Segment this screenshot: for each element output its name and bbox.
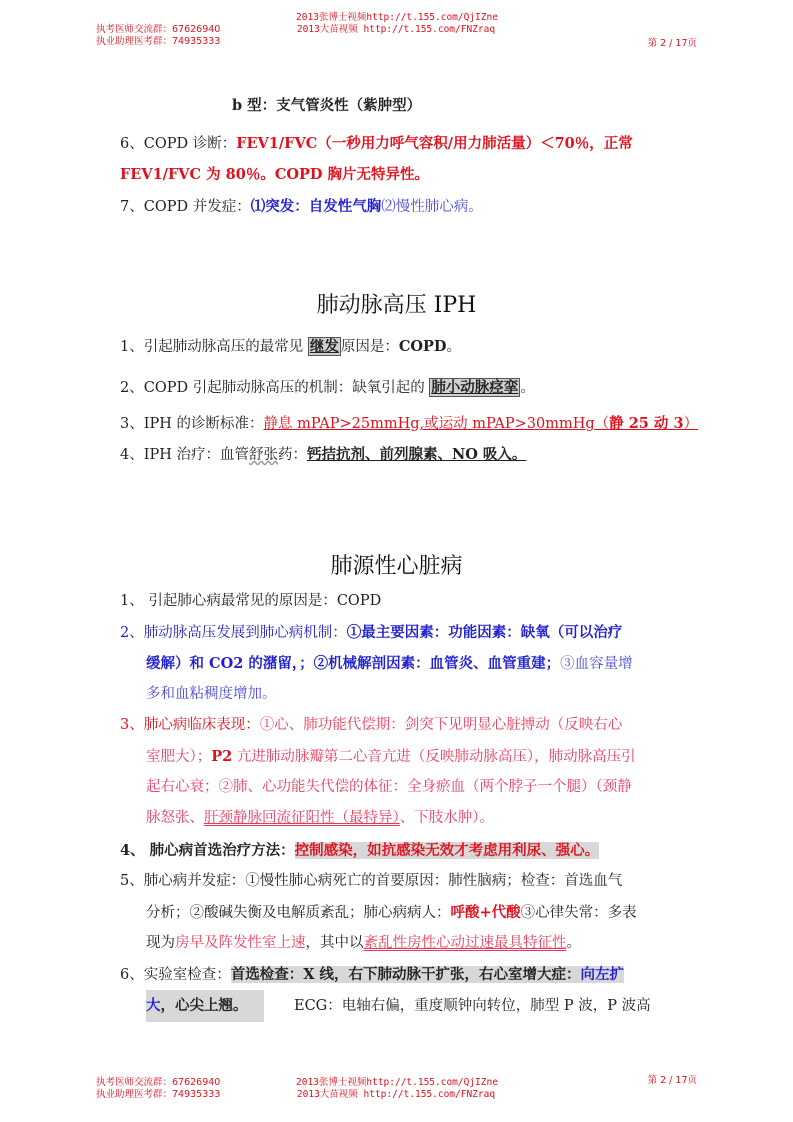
cp-item-6-xray: 首选检查：X 线，右下肺动脉干扩张，右心室增大症：: [230, 966, 581, 983]
cp-item-5-line3: [146, 928, 706, 959]
copd-item-6-red: FEV1/FVC（一秒用力呼气容积/用力肺活量）＜70％，正常: [236, 135, 633, 152]
cp-item-3-line3: 起右心衰；②肺、心功能失代偿的体征：全身瘀血（两个脖子一个腿）（颈静: [146, 779, 632, 795]
cp-item-2-bold-2: 缓解）和 CO2 的潴留，；②机械解剖因素：血管炎、血管重建；: [146, 655, 561, 672]
iph-item-3-prefix: 3、IPH 的诊断标准：: [120, 416, 264, 432]
copd-item-7-prefix: 7、COPD 并发症：: [120, 199, 251, 215]
cp-item-2-line1: [120, 617, 680, 649]
iph-section-title: 肺动脉高压 IPH: [316, 293, 477, 318]
cp-item-3-prefix: 3、肺心病临床表现：: [120, 717, 260, 733]
iph-item-4-drugs: 钙拮抗剂、前列腺素、NO 吸入。: [306, 446, 527, 463]
header-video-links: [296, 12, 496, 36]
cp-item-6-line2: [146, 990, 706, 1022]
cp-item-6-blue-2: 大: [146, 997, 161, 1014]
cp-item-2-bold-1: ①最主要因素：功能因素：缺氧（可以治疗: [346, 624, 623, 641]
iph-item-2-prefix: 2、COPD 引起肺动脉高压的机制：缺氧引起的: [120, 380, 425, 396]
iph-item-2-highlight: 肺小动脉痉挛: [431, 379, 519, 396]
iph-item-3: [120, 408, 699, 440]
iph-item-1: [120, 331, 680, 363]
iph-item-3-criteria: 静息 mPAP>25mmHg,或运动 mPAP>30mmHg（: [263, 416, 610, 432]
header-group-1: 执考医师交流群：67626940: [96, 24, 221, 35]
copd-item-6-prefix: 6、COPD 诊断：: [120, 136, 237, 152]
header-group-info: [96, 24, 220, 48]
copd-item-7-light: ⑵慢性肺心病。: [381, 199, 483, 215]
footer-page-number: 第 2 / 17页: [647, 1075, 697, 1086]
cp-item-5-line1: 5、肺心病并发症：①慢性肺心病死亡的首要原因：肺性脑病；检查：首选血气: [120, 873, 623, 889]
iph-item-4-mid1: 血管: [219, 447, 249, 463]
cp-item-2-light-2: ③血容量增: [560, 656, 633, 672]
cp-item-3-text-4a: 脉怒张、: [146, 810, 204, 826]
cp-item-3-text-4b: 、下肢水肿）。: [399, 810, 494, 826]
cp-item-5-text-3b: ，其中以: [305, 935, 364, 951]
header-link-2[interactable]: 2013大苗视频 http://t.155.com/FNZraq: [296, 24, 496, 35]
iph-item-4-wavy: 舒张: [248, 447, 278, 463]
cp-item-5-arrhythmia: 房早及阵发性室上速: [175, 935, 306, 951]
iph-item-1-end: 。: [446, 339, 461, 355]
copd-item-7: [120, 191, 680, 223]
page-header: [0, 10, 793, 52]
footer-group-info: [96, 1077, 220, 1101]
cor-pulmonale-section-title: 肺源性心脏病: [330, 554, 463, 579]
iph-item-3-mnemonic: 静 25 动 3: [609, 415, 684, 432]
cp-item-3-text-1: ①心、肺功能代偿期：剑突下见明显心脏搏动（反映右心: [259, 717, 623, 733]
copd-b-type: b 型：支气管炎性（紫肿型）: [232, 97, 422, 114]
cp-item-5-text-3a: 现为: [146, 935, 175, 951]
header-link-1[interactable]: 2013张博士视频http://t.155.com/QjIZne: [296, 12, 498, 23]
cp-item-6-line1: [120, 959, 680, 991]
cp-item-5-line2: [146, 897, 706, 929]
cp-item-6-blue-1: 向左扩: [580, 966, 625, 983]
cp-item-4-prefix: 4、 肺心病首选治疗方法：: [120, 842, 295, 859]
footer-link-2[interactable]: 2013大苗视频 http://t.155.com/FNZraq: [296, 1089, 496, 1100]
cp-item-3-text-2c: 亢进肺动脉瓣第二心音亢进（反映肺动脉高压），肺动脉高压引: [232, 749, 636, 765]
iph-item-1-suffix: 原因是：: [340, 339, 399, 355]
copd-item-7-bold: ⑴突发：自发性气胸: [250, 198, 382, 215]
cp-item-3-line2: [146, 741, 706, 773]
copd-item-6-line1: [120, 128, 680, 160]
header-group-2: 执业助理医考群：74935333: [96, 36, 221, 47]
cp-item-5-end: 。: [566, 935, 581, 951]
iph-item-4-prefix: 4、IPH 治疗：: [120, 447, 220, 463]
cp-item-3-line4: [146, 803, 706, 834]
cp-item-2-prefix: 2、肺动脉高压发展到肺心病机制：: [120, 625, 347, 641]
footer-link-1[interactable]: 2013张博士视频http://t.155.com/QjIZne: [296, 1077, 498, 1088]
cp-item-5-characteristic: 紊乱性房性心动过速最具特征性: [363, 935, 567, 951]
cp-item-3-line1: [120, 710, 680, 741]
iph-item-2-end: 。: [520, 380, 535, 396]
cp-item-2-line3: 多和血粘稠度增加。: [146, 686, 277, 702]
cp-item-5-text-2b: ③心律失常：多表: [520, 905, 637, 921]
cp-item-4: [120, 835, 680, 867]
cp-item-6-shade-block: [146, 990, 264, 1022]
copd-item-6-line2: FEV1/FVC 为 80％。COPD 胸片无特异性。: [120, 166, 430, 183]
page-footer: [0, 1075, 793, 1105]
header-page-number: 第 2 / 17页: [647, 38, 697, 49]
footer-group-1: 执考医师交流群：67626940: [96, 1077, 221, 1088]
cp-item-5-acidosis: 呼酸+代酸: [450, 904, 521, 921]
cp-item-6-apex: ，心尖上翘。: [160, 997, 248, 1014]
iph-item-1-prefix: 1、引起肺动脉高压的最常见: [120, 339, 304, 355]
footer-group-2: 执业助理医考群：74935333: [96, 1089, 221, 1100]
cp-item-5-text-2a: 分析；②酸碱失衡及电解质紊乱；肺心病病人：: [146, 905, 451, 921]
iph-item-1-cause: COPD: [398, 338, 447, 355]
cp-item-2-line2: [146, 648, 706, 680]
footer-video-links: [296, 1077, 496, 1101]
iph-item-4-mid2: 药：: [277, 447, 307, 463]
iph-item-1-highlight: 继发: [309, 338, 339, 355]
cp-item-4-treatment: 控制感染，如抗感染无效才考虑用利尿、强心。: [294, 842, 600, 859]
iph-item-3-end: ）: [683, 416, 699, 432]
cp-item-1: 1、 引起肺心病最常见的原因是：COPD: [120, 593, 382, 609]
cp-item-3-most-specific: 肝颈静脉回流征阳性（最特异）: [204, 810, 400, 826]
iph-item-2: [120, 372, 680, 404]
cp-item-3-p2: P2: [211, 748, 233, 765]
cp-item-3-text-2a: 室肥大）；: [146, 749, 212, 765]
cp-item-6-ecg: ECG：电轴右偏，重度顺钟向转位，肺型 P 波，P 波高: [294, 998, 651, 1014]
cp-item-6-prefix: 6、实验室检查：: [120, 967, 231, 983]
iph-item-4: [120, 439, 680, 471]
